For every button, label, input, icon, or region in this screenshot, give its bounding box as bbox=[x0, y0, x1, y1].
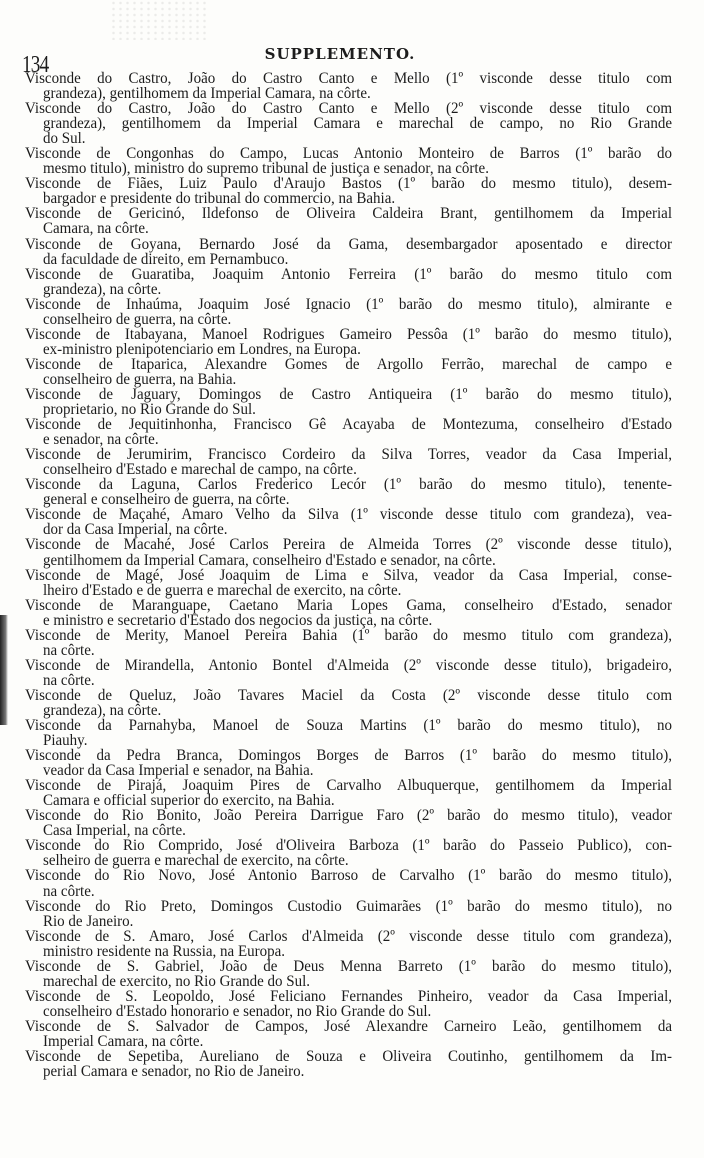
entry-continuation-line: na côrte. bbox=[43, 672, 95, 690]
list-item bbox=[25, 147, 672, 177]
page-number: 134 bbox=[22, 52, 49, 78]
list-item bbox=[25, 869, 672, 899]
list-item bbox=[25, 990, 672, 1020]
entry-continuation-line: bargador e presidente do tribunal do commercio, na Bahia. bbox=[43, 190, 396, 208]
binding-shadow bbox=[0, 615, 8, 725]
entry-continuation-line: e ministro e secretario d'Estado dos negocios da justiça, na côrte. bbox=[43, 612, 433, 630]
entry-continuation-line: Casa Imperial, na côrte. bbox=[43, 822, 186, 840]
entry-first-line: Visconde de Itaparica, Alexandre Gomes de Argollo Ferrão, marechal de campo e bbox=[25, 356, 672, 374]
entry-continuation-line: mesmo titulo), ministro do supremo tribunal de justiça e senador, na côrte. bbox=[43, 160, 489, 178]
entry-first-line: Visconde de Itabayana, Manoel Rodrigues Gameiro Pessôa (1º barão do mesmo titulo), bbox=[25, 326, 672, 344]
list-item bbox=[25, 177, 672, 207]
entry-first-line: Visconde da Laguna, Carlos Frederico Lecór (1º barão do mesmo titulo), tenente- bbox=[25, 476, 672, 494]
list-item bbox=[25, 1020, 672, 1050]
entry-continuation-line: selheiro de guerra e marechal de exercito, na côrte. bbox=[43, 853, 349, 870]
entry-first-line: Visconde de Merity, Manoel Pereira Bahia (1º barão do mesmo titulo com grandeza), bbox=[25, 627, 672, 645]
entry-first-line: Visconde de Guaratiba, Joaquim Antonio Ferreira (1º barão do mesmo titulo com bbox=[25, 266, 672, 283]
list-item bbox=[25, 900, 672, 930]
entry-first-line: Visconde de Inhaúma, Joaquim José Ignacio (1º barão do mesmo titulo), almirante e bbox=[25, 296, 672, 314]
entry-first-line: Visconde de S. Salvador de Campos, José Alexandre Carneiro Leão, gentilhomem da bbox=[25, 1018, 672, 1036]
entry-continuation-line: Piauhy. bbox=[43, 732, 88, 750]
list-item bbox=[25, 102, 672, 147]
entry-continuation-line: Camara, na côrte. bbox=[43, 221, 149, 238]
entry-continuation-line: conselheiro de guerra, na Bahia. bbox=[43, 371, 237, 389]
entry-first-line: Visconde de Magé, José Joaquim de Lima e Silva, veador da Casa Imperial, conse- bbox=[25, 567, 672, 584]
entry-first-line: Visconde da Parnahyba, Manoel de Souza Martins (1º barão do mesmo titulo), no bbox=[25, 717, 672, 735]
entry-continuation-line: na côrte. bbox=[43, 883, 95, 900]
entry-continuation-line: ministro residente na Russia, na Europa. bbox=[43, 943, 286, 961]
entry-continuation-line: conselheiro de guerra, na côrte. bbox=[43, 311, 232, 329]
entry-continuation-line: general e conselheiro de guerra, na côrte. bbox=[43, 491, 290, 509]
entry-list bbox=[25, 72, 672, 1080]
list-item bbox=[25, 207, 672, 237]
running-head: SUPPLEMENTO. bbox=[264, 45, 416, 63]
list-item bbox=[25, 629, 672, 659]
list-item bbox=[25, 719, 672, 749]
entry-first-line: Visconde do Castro, João do Castro Canto e Mello (2º visconde desse titulo com bbox=[25, 100, 672, 118]
entry-continuation-line: do Sul. bbox=[43, 130, 86, 148]
entry-continuation-line: marechal de exercito, no Rio Grande do Sul. bbox=[43, 973, 310, 991]
entry-continuation-line: grandeza), na côrte. bbox=[43, 281, 162, 299]
list-item bbox=[25, 538, 672, 568]
list-item bbox=[25, 839, 672, 869]
entry-first-line: Visconde de Fiães, Luiz Paulo d'Araujo Bastos (1º barão do mesmo titulo), desem- bbox=[25, 175, 672, 193]
entry-continuation-line: proprietario, no Rio Grande do Sul. bbox=[43, 401, 256, 419]
list-item bbox=[25, 809, 672, 839]
entry-continuation-line: veador da Casa Imperial e senador, na Bahia. bbox=[43, 762, 314, 780]
list-item bbox=[25, 328, 672, 358]
list-item bbox=[25, 72, 672, 102]
entry-first-line: Visconde de Jaguary, Domingos de Castro Antiqueira (1º barão do mesmo titulo), bbox=[25, 386, 672, 404]
entry-first-line: Visconde de Gericinó, Ildefonso de Oliveira Caldeira Brant, gentilhomem da Imperial bbox=[25, 205, 672, 223]
entry-first-line: Visconde de Goyana, Bernardo José da Gama, desembargador aposentado e director bbox=[25, 236, 672, 253]
entry-first-line: Visconde de Mirandella, Antonio Bontel d'Almeida (2º visconde desse titulo), brigadeiro, bbox=[25, 657, 672, 675]
entry-continuation-line: grandeza), gentilhomem da Imperial Camara e marechal de campo, no Rio Grande bbox=[43, 115, 672, 133]
entry-continuation-line: grandeza), na côrte. bbox=[43, 702, 162, 720]
entry-first-line: Visconde do Rio Bonito, João Pereira Darrigue Faro (2º barão do mesmo titulo), veador bbox=[25, 807, 672, 825]
entry-continuation-line: Imperial Camara, na côrte. bbox=[43, 1033, 204, 1051]
list-item bbox=[25, 388, 672, 418]
entry-first-line: Visconde de S. Gabriel, João de Deus Menna Barreto (1º barão do mesmo titulo), bbox=[25, 958, 672, 976]
list-item bbox=[25, 960, 672, 990]
list-item bbox=[25, 1050, 672, 1080]
entry-continuation-line: gentilhomem da Imperial Camara, conselheiro d'Estado e senador, na côrte. bbox=[43, 552, 496, 569]
entry-continuation-line: Camara e official superior do exercito, na Bahia. bbox=[43, 792, 335, 810]
list-item bbox=[25, 930, 672, 960]
list-item bbox=[25, 298, 672, 328]
entry-first-line: Visconde de Jerumirim, Francisco Cordeiro da Silva Torres, veador da Casa Imperial, bbox=[25, 446, 672, 464]
entry-first-line: Visconde de Jequitinhonha, Francisco Gê Acayaba de Montezuma, conselheiro d'Estado bbox=[25, 416, 672, 434]
list-item bbox=[25, 418, 672, 448]
entry-first-line: Visconde de S. Amaro, José Carlos d'Almeida (2º visconde desse titulo com grandeza), bbox=[25, 928, 672, 946]
entry-continuation-line: da faculdade de direito, em Pernambuco. bbox=[43, 251, 289, 268]
entry-continuation-line: lheiro d'Estado e de guerra e marechal de exercito, na côrte. bbox=[43, 582, 402, 599]
entry-continuation-line: conselheiro d'Estado honorario e senador, no Rio Grande do Sul. bbox=[43, 1003, 432, 1021]
list-item bbox=[25, 659, 672, 689]
entry-first-line: Visconde de Maranguape, Caetano Maria Lopes Gama, conselheiro d'Estado, senador bbox=[25, 597, 672, 615]
entry-first-line: Visconde de Sepetiba, Aureliano de Souza e Oliveira Coutinho, gentilhomem da Im- bbox=[25, 1048, 672, 1066]
entry-continuation-line: grandeza), gentilhomem da Imperial Camara, na côrte. bbox=[43, 85, 371, 103]
list-item bbox=[25, 478, 672, 508]
entry-first-line: Visconde de Congonhas do Campo, Lucas Antonio Monteiro de Barros (1º barão do bbox=[25, 145, 672, 163]
entry-continuation-line: na côrte. bbox=[43, 642, 95, 660]
entry-first-line: Visconde da Pedra Branca, Domingos Borges de Barros (1º barão do mesmo titulo), bbox=[25, 747, 672, 765]
entry-first-line: Visconde do Castro, João do Castro Canto e Mello (1º visconde desse titulo com bbox=[25, 70, 672, 88]
entry-first-line: Visconde de Macahé, José Carlos Pereira de Almeida Torres (2º visconde desse titulo), bbox=[25, 537, 672, 554]
list-item bbox=[25, 358, 672, 388]
list-item bbox=[25, 448, 672, 478]
entry-continuation-line: ex-ministro plenipotenciario em Londres, na Europa. bbox=[43, 341, 361, 359]
entry-continuation-line: dor da Casa Imperial, na côrte. bbox=[43, 521, 228, 539]
entry-first-line: Visconde de Queluz, João Tavares Maciel da Costa (2º visconde desse titulo com bbox=[25, 687, 672, 705]
entry-first-line: Visconde de S. Leopoldo, José Feliciano Fernandes Pinheiro, veador da Casa Imperial, bbox=[25, 988, 672, 1006]
list-item bbox=[25, 569, 672, 599]
list-item bbox=[25, 238, 672, 268]
list-item bbox=[25, 599, 672, 629]
list-item bbox=[25, 779, 672, 809]
scan-speckle bbox=[110, 0, 210, 40]
list-item bbox=[25, 508, 672, 538]
entry-first-line: Visconde do Rio Comprido, José d'Oliveira Barboza (1º barão do Passeio Publico), con- bbox=[25, 837, 672, 855]
entry-first-line: Visconde do Rio Novo, José Antonio Barroso de Carvalho (1º barão do mesmo titulo), bbox=[25, 868, 672, 885]
list-item bbox=[25, 268, 672, 298]
entry-continuation-line: Rio de Janeiro. bbox=[43, 913, 134, 930]
entry-first-line: Visconde do Rio Preto, Domingos Custodio Guimarães (1º barão do mesmo titulo), no bbox=[25, 898, 672, 915]
entry-continuation-line: e senador, na côrte. bbox=[43, 431, 159, 449]
entry-continuation-line: conselheiro d'Estado e marechal de campo, na côrte. bbox=[43, 461, 357, 479]
list-item bbox=[25, 749, 672, 779]
entry-first-line: Visconde de Pirajá, Joaquim Pires de Carvalho Albuquerque, gentilhomem da Imperial bbox=[25, 777, 672, 795]
list-item bbox=[25, 689, 672, 719]
entry-continuation-line: perial Camara e senador, no Rio de Janeiro. bbox=[43, 1063, 305, 1081]
entry-first-line: Visconde de Maçahé, Amaro Velho da Silva (1º visconde desse titulo com grandeza), vea- bbox=[25, 506, 672, 524]
